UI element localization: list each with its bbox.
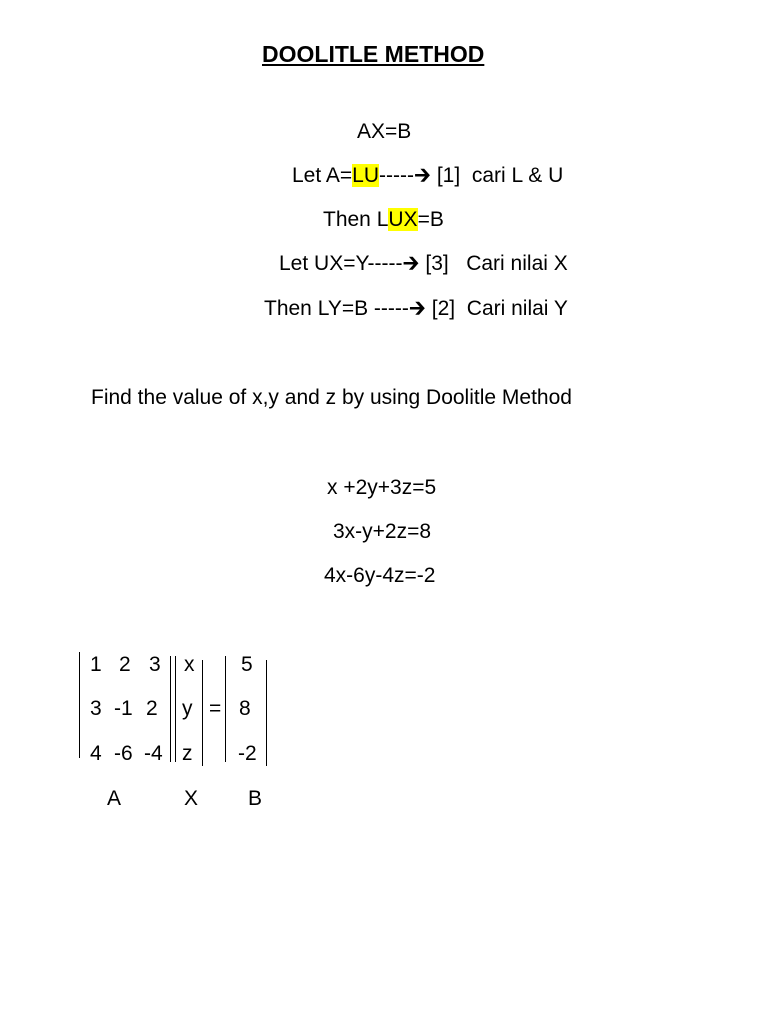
dashes: -----	[379, 164, 414, 187]
matrix-b-left-bar	[225, 656, 226, 762]
step-text: Let A=	[292, 164, 353, 187]
highlight-lu: LU	[352, 164, 379, 187]
right-arrow-icon: 🡲	[413, 164, 431, 187]
page-title: DOOLITLE METHOD	[262, 41, 485, 67]
matrix-a-left-bar	[79, 652, 80, 758]
matrix-b-label: B	[248, 787, 263, 810]
matrix-a-cell: 2	[146, 697, 158, 720]
matrix-a-cell: -1	[114, 697, 133, 720]
right-arrow-icon: 🡲	[408, 297, 426, 320]
step-text: Then LY=B -----	[264, 297, 409, 320]
step-let-ux-y	[279, 250, 568, 278]
equals-sign: =	[209, 697, 222, 720]
right-arrow-icon: 🡲	[402, 252, 420, 275]
matrix-a-cell: 3	[149, 653, 161, 676]
matrix-a-cell: 2	[119, 653, 131, 676]
matrix-b-cell: 8	[239, 697, 251, 720]
matrix-a-label: A	[107, 787, 122, 810]
matrix-a-right-bar	[170, 656, 171, 762]
step-note: [3] Cari nilai X	[419, 252, 568, 275]
equation-3: 4x-6y-4z=-2	[324, 564, 436, 587]
matrix-b-right-bar	[266, 660, 267, 766]
step-let-a-lu	[292, 162, 563, 190]
step-note: [1] cari L & U	[430, 164, 564, 187]
step-text: Then L	[323, 208, 389, 231]
step-then-lux-b	[323, 206, 444, 234]
equation-2: 3x-y+2z=8	[333, 520, 432, 543]
matrix-a-cell: -6	[114, 742, 133, 765]
equation-1: x +2y+3z=5	[327, 476, 437, 499]
matrix-x-cell: y	[182, 697, 193, 720]
step-then-ly-b	[264, 295, 568, 323]
step-note: [2] Cari nilai Y	[425, 297, 568, 320]
question-text: Find the value of x,y and z by using Doolitle Method	[91, 386, 572, 409]
matrix-x-cell: x	[184, 653, 195, 676]
matrix-a-cell: -4	[144, 742, 163, 765]
highlight-ux: UX	[388, 208, 418, 231]
matrix-x-cell: z	[182, 742, 193, 765]
matrix-x-left-bar	[175, 656, 176, 762]
matrix-x-label: X	[184, 787, 199, 810]
step-text: Let UX=Y-----	[279, 252, 403, 275]
matrix-b-cell: -2	[238, 742, 257, 765]
step-ax-b: AX=B	[357, 120, 412, 143]
matrix-a-cell: 3	[90, 697, 102, 720]
step-text-end: =B	[417, 208, 444, 231]
matrix-a-cell: 1	[90, 653, 102, 676]
matrix-x-right-bar	[202, 660, 203, 766]
matrix-a-cell: 4	[90, 742, 102, 765]
matrix-b-cell: 5	[241, 653, 253, 676]
